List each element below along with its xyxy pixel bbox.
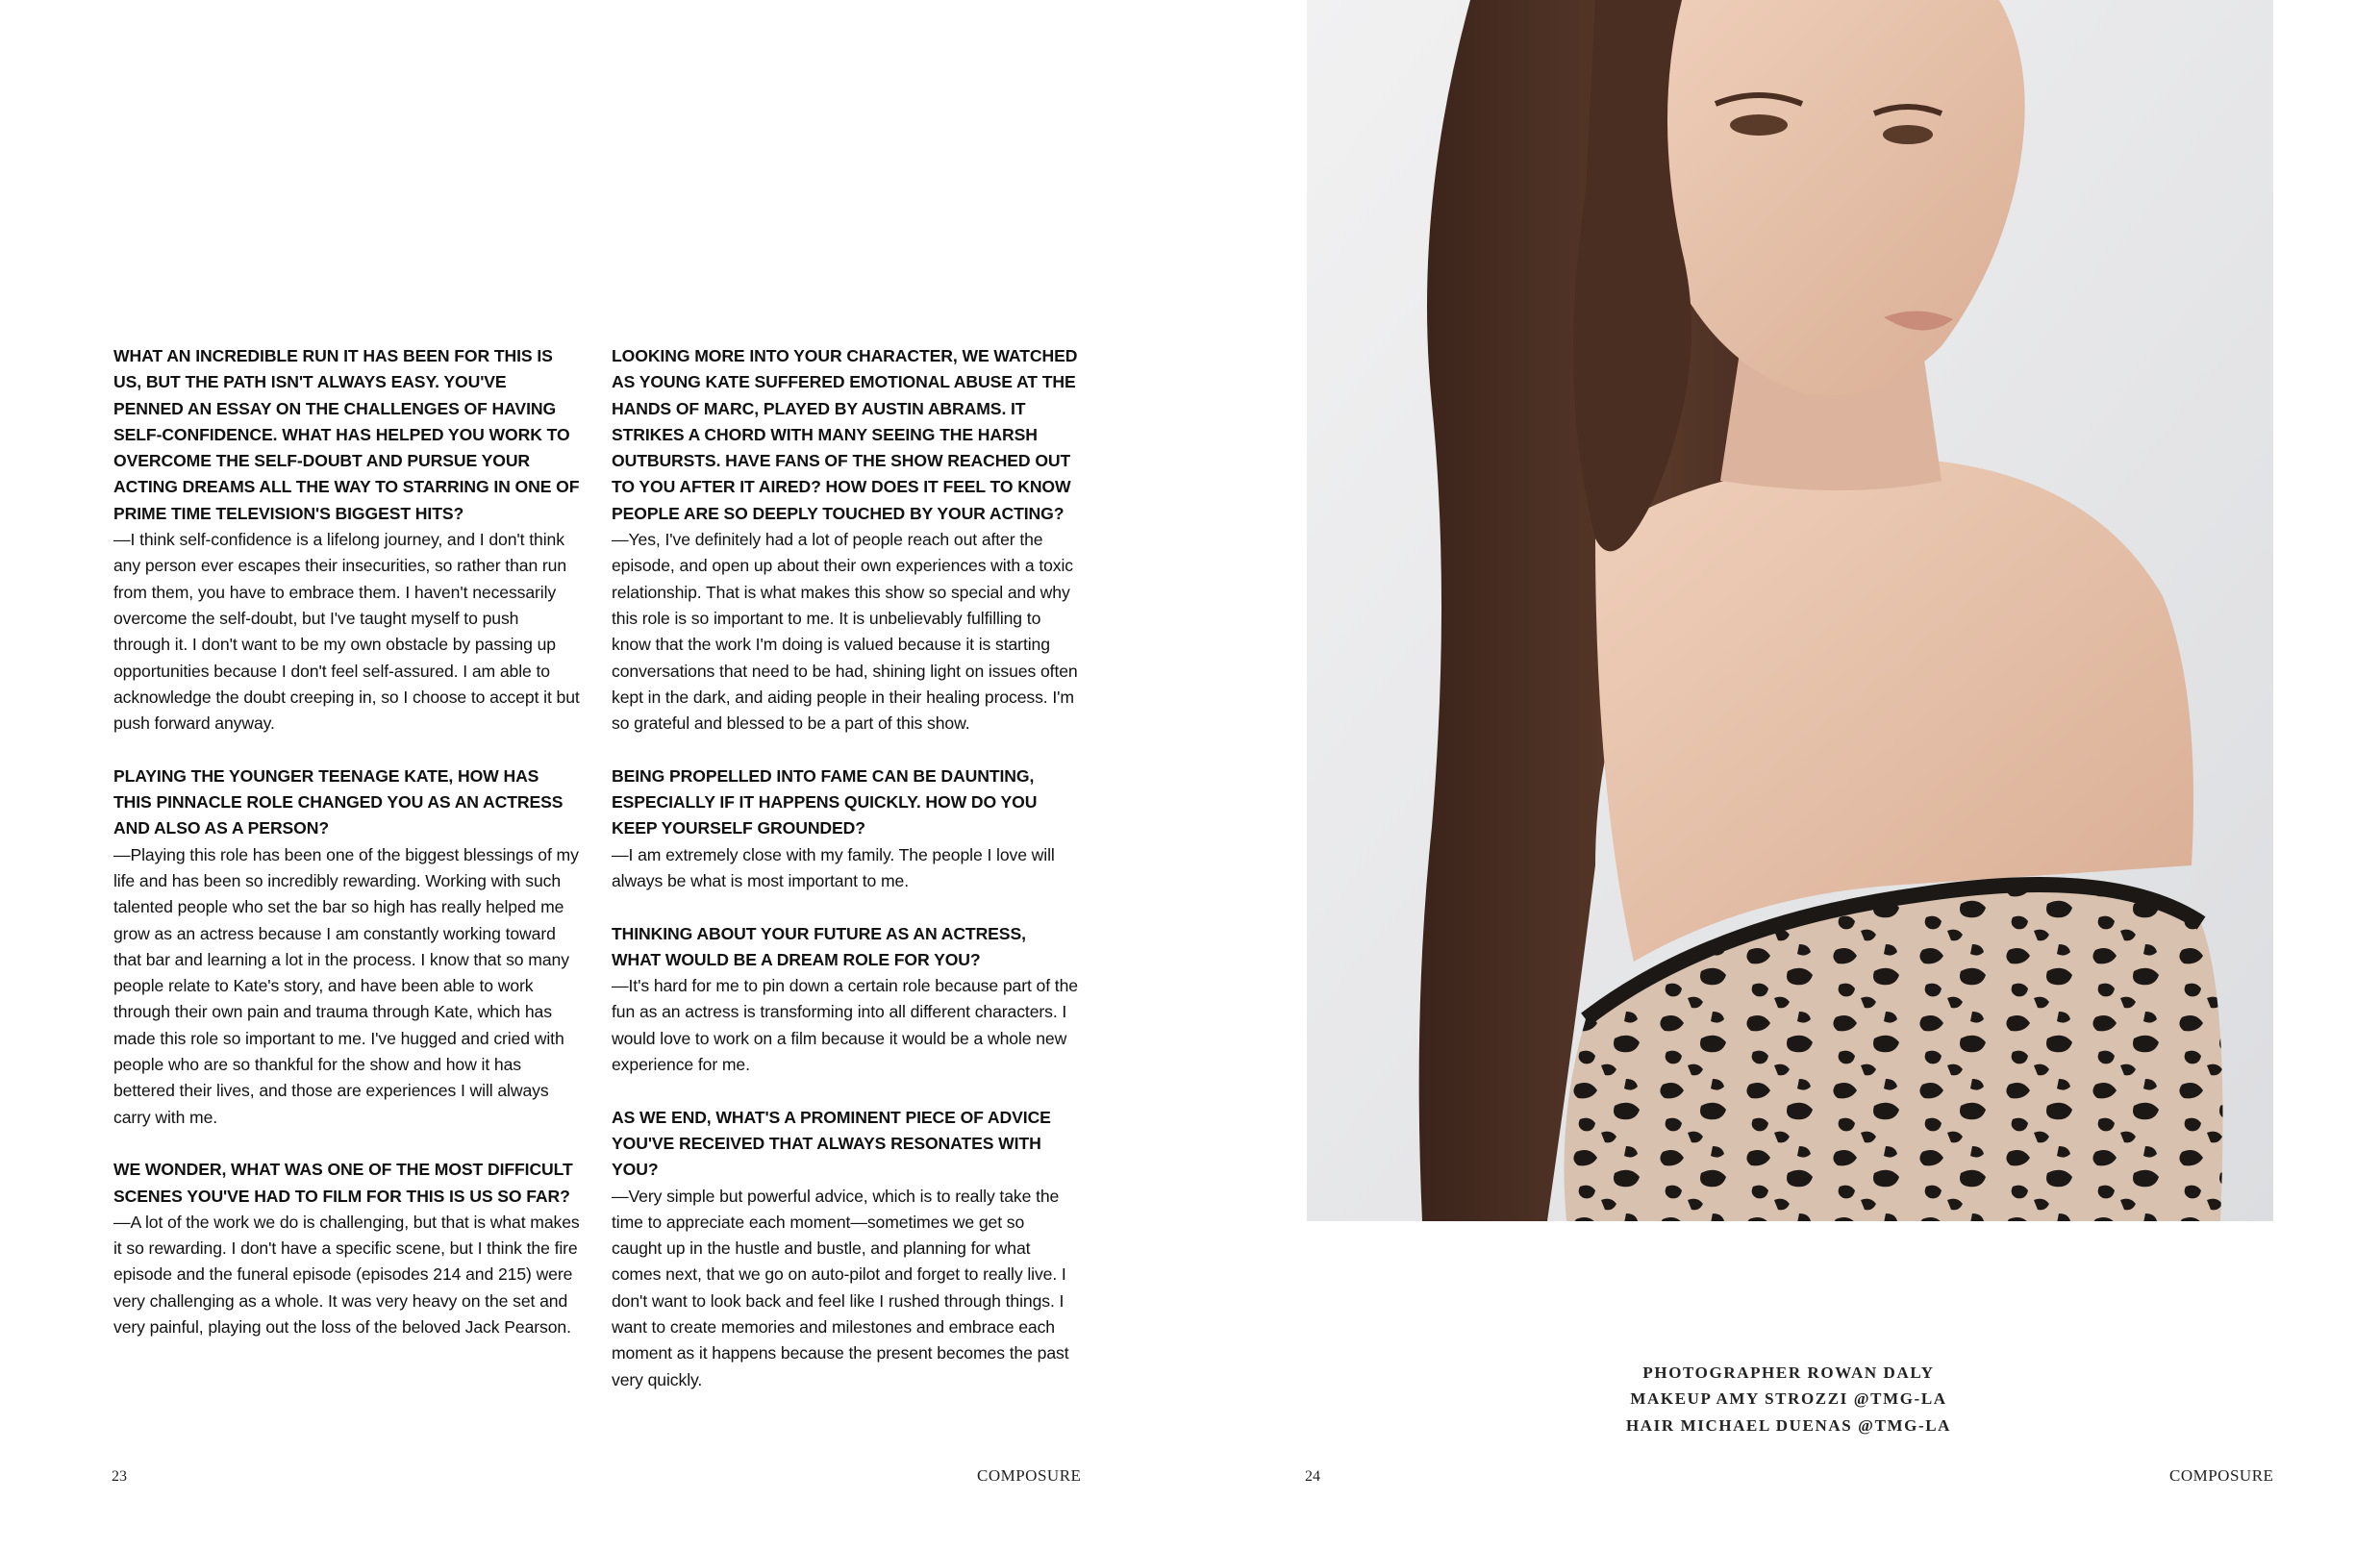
interview-column-2 xyxy=(612,343,1078,1419)
qa-block xyxy=(113,763,580,1131)
question-text: AS WE END, WHAT'S A PROMINENT PIECE OF ADVICE YOU'VE RECEIVED THAT ALWAYS RESONATES WITH YOU? xyxy=(612,1107,1051,1180)
credit-hair: HAIR MICHAEL DUENAS @TMG-LA xyxy=(1625,1415,1952,1435)
magazine-name-right: COMPOSURE xyxy=(2169,1466,2274,1485)
credit-photographer: PHOTOGRAPHER ROWAN DALY xyxy=(1642,1363,1935,1382)
eye-right xyxy=(1883,125,1933,144)
qa-block xyxy=(612,763,1078,894)
qa-block xyxy=(612,343,1078,737)
portrait-illustration xyxy=(1307,0,2273,1221)
credit-makeup: MAKEUP AMY STROZZI @TMG-LA xyxy=(1630,1389,1947,1409)
question-text: LOOKING MORE INTO YOUR CHARACTER, WE WATCHED AS YOUNG KATE SUFFERED EMOTIONAL ABUSE AT THE HANDS OF MARC, PLAYED BY AUSTIN ABRAMS. IT STRIKES A CHORD WITH MANY SEEING THE HARSH OUTBURSTS. HAVE FANS OF THE SHOW REACHED OUT TO YOU AFTER IT AIRED? HOW DOES IT FEEL TO KNOW PEOPLE ARE SO DEEPLY TOUCHED BY YOUR ACTING? xyxy=(612,346,1078,523)
qa-block xyxy=(612,1105,1078,1393)
answer-text: —Very simple but powerful advice, which is to really take the time to appreciate each moment—sometimes we get so caught up in the hustle and bustle, and planning for what comes next, that we go on auto-pilot and forget to really live. I don't want to look back and feel like I rushed through things. I want to create memories and milestones and embrace each moment as it happens because the present becomes the past very quickly. xyxy=(612,1186,1069,1389)
answer-text: —Playing this role has been one of the biggest blessings of my life and has been so incredibly rewarding. Working with such talented people who set the bar so high has really helped me grow as an actress because I am constantly working toward that bar and learning a lot in the process. I know that so many people relate to Kate's story, and have been able to work through their own pain and trauma through Kate, which has made this role so important to me. I've hugged and cried with people who are so thankful for the show and how it has bettered their lives, and those are experiences I will always carry with me. xyxy=(113,844,579,1127)
page-number-right: 24 xyxy=(1305,1468,1320,1485)
answer-text: —It's hard for me to pin down a certain role because part of the fun as an actress is transforming into all different characters. I would love to work on a film because it would be a whole new experience for me. xyxy=(612,976,1078,1075)
question-text: BEING PROPELLED INTO FAME CAN BE DAUNTING, ESPECIALLY IF IT HAPPENS QUICKLY. HOW DO YOU KEEP YOURSELF GROUNDED? xyxy=(612,765,1038,838)
qa-block xyxy=(113,343,580,737)
answer-text: —A lot of the work we do is challenging, but that is what makes it so rewarding. I don't have a specific scene, but I think the fire episode and the funeral episode (episodes 214 and 215) were very challenging as a whole. It was very heavy on the set and very painful, playing out the loss of the beloved Jack Pearson. xyxy=(113,1212,580,1337)
interview-column-1 xyxy=(113,343,580,1367)
magazine-name-left: COMPOSURE xyxy=(977,1466,1082,1485)
answer-text: —I am extremely close with my family. The people I love will always be what is most important to me. xyxy=(612,844,1055,890)
qa-block xyxy=(113,1157,580,1340)
question-text: PLAYING THE YOUNGER TEENAGE KATE, HOW HAS THIS PINNACLE ROLE CHANGED YOU AS AN ACTRESS AND ALSO AS A PERSON? xyxy=(113,765,564,838)
eye-left xyxy=(1730,114,1788,136)
qa-block xyxy=(612,921,1078,1079)
answer-text: —I think self-confidence is a lifelong journey, and I don't think any person ever escapes their insecurities, so rather than run from them, you have to embrace them. I haven't necessarily overcome the self-doubt, but I've taught myself to push through it. I don't want to be my own obstacle by passing up opportunities because I don't feel self-assured. I am able to acknowledge the doubt creeping in, so I choose to accept it but push forward anyway. xyxy=(113,530,580,734)
answer-text: —Yes, I've definitely had a lot of people reach out after the episode, and open up about their own experiences with a toxic relationship. That is what makes this show so special and why this role is so important to me. It is unbelievably fulfilling to know that the work I'm doing is valued because it is starting conversations that need to be had, shining light on issues often kept in the dark, and aiding people in their healing process. I'm so grateful and blessed to be a part of this show. xyxy=(612,530,1078,734)
question-text: WE WONDER, WHAT WAS ONE OF THE MOST DIFFICULT SCENES YOU'VE HAD TO FILM FOR THIS IS US SO FAR? xyxy=(113,1160,573,1206)
question-text: THINKING ABOUT YOUR FUTURE AS AN ACTRESS, WHAT WOULD BE A DREAM ROLE FOR YOU? xyxy=(612,923,1026,969)
photo-credits xyxy=(1500,1360,2077,1438)
question-text: WHAT AN INCREDIBLE RUN IT HAS BEEN FOR THIS IS US, BUT THE PATH ISN'T ALWAYS EASY. YOU'VE PENNED AN ESSAY ON THE CHALLENGES OF HAVING SELF-CONFIDENCE. WHAT HAS HELPED YOU WORK TO OVERCOME THE SELF-DOUBT AND PURSUE YOUR ACTING DREAMS ALL THE WAY TO STARRING IN ONE OF PRIME TIME TELEVISION'S BIGGEST HITS? xyxy=(113,346,580,523)
page-number-left: 23 xyxy=(112,1468,127,1485)
portrait-photo xyxy=(1307,0,2273,1221)
